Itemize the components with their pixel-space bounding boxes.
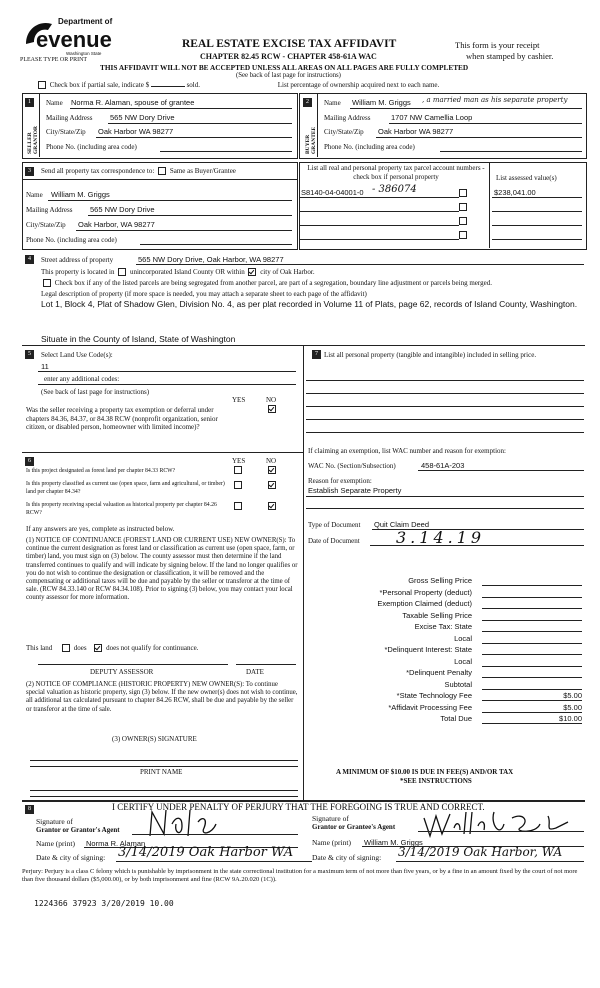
fee-label: Local: [454, 633, 472, 643]
fee-label: Excise Tax: State: [414, 622, 472, 631]
wac-label: WAC No. (Section/Subsection): [308, 462, 396, 470]
sec5-yes-header: YES: [232, 396, 246, 404]
seller-mailing[interactable]: 565 NW Dory Drive: [110, 113, 175, 122]
fee-row: [306, 576, 584, 588]
land-use-code[interactable]: 11: [41, 362, 49, 371]
personal-property-checkbox-1[interactable]: [459, 189, 467, 197]
doc-type[interactable]: Quit Claim Deed: [374, 520, 430, 529]
section-8-number: 8: [25, 805, 34, 814]
warning-text: THIS AFFIDAVIT WILL NOT BE ACCEPTED UNLESS ALL AREAS ON ALL PAGES ARE FULLY COMPLETED: [100, 63, 469, 72]
buyer-mailing-label: Mailing Address: [324, 114, 371, 122]
segregated-checkbox[interactable]: [43, 279, 51, 287]
does-not-label: does not qualify for continuance.: [106, 644, 199, 652]
fee-row: [306, 714, 584, 726]
certify-statement: I CERTIFY UNDER PENALTY OF PERJURY THAT THE FOREGOING IS TRUE AND CORRECT.: [112, 802, 485, 812]
grantee-name-label: Name (print): [312, 838, 351, 847]
fee-label: Taxable Selling Price: [402, 610, 472, 620]
continuance-notice: (1) NOTICE OF CONTINUANCE (FOREST LAND OR CURRENT USE) NEW OWNER(S): To continue the current designation as forest land or classification as current use (open space, farm, or timber) land, you must sign on (3) below. The county assessor must then determine if the land transferred continues to qualify and will indicate by signing below. If the land no longer qualifies or you do not wish to continue the designation or classification, it will be removed and the compensating or additional taxes will be due and payable by the seller or transferor at the time of sale. (RCW 84.33.140 or RCW 84.34.108). Prior to signing (3) below, you may contact your local county assessor for more information.: [26, 537, 298, 602]
fee-value[interactable]: [482, 588, 582, 598]
fee-row: [306, 622, 584, 634]
correspondence-label: Send all property tax correspondence to:: [41, 167, 155, 175]
fee-value[interactable]: $5.00: [482, 703, 582, 713]
fee-row: [306, 680, 584, 692]
buyer-side-label: BUYER GRANTEE: [305, 126, 317, 154]
city-checkbox[interactable]: [248, 268, 256, 276]
grantee-sig-label-2: Grantor or Grantee's Agent: [312, 823, 396, 831]
seller-mailing-label: Mailing Address: [46, 114, 93, 122]
situate-text[interactable]: Situate in the County of Island, State of Washington: [41, 334, 236, 344]
compliance-notice: (2) NOTICE OF COMPLIANCE (HISTORIC PROPERTY) NEW OWNER(S): To continue special valuation as historic property, sign (3) below. If the new owner(s) does not wish to continue, all additional tax calculated pursuant to chapter 84.26 RCW, shall be due and payable by the seller or transferor at the time of sale.: [26, 681, 298, 713]
fee-label: *Personal Property (deduct): [379, 587, 472, 597]
receipt-line-1: This form is your receipt: [455, 40, 540, 50]
instructions-note: (See back of last page for instructions): [236, 72, 341, 79]
buyer-name-label: Name: [324, 99, 341, 107]
ownership-note: List percentage of ownership acquired next to each name.: [277, 81, 440, 89]
dor-logo: [22, 14, 122, 58]
grantor-sig-label-1: Signature of: [36, 817, 73, 826]
q2-yes-checkbox[interactable]: [232, 481, 244, 489]
section-5-number: 5: [25, 350, 34, 359]
grantee-signature[interactable]: [420, 804, 580, 840]
buyer-phone-label: Phone No. (including area code): [324, 143, 415, 151]
print-name-label: PRINT NAME: [140, 768, 183, 776]
please-type: PLEASE TYPE OR PRINT: [20, 57, 88, 63]
q3-yes-checkbox[interactable]: [232, 502, 244, 510]
reason-label: Reason for exemption:: [308, 477, 372, 485]
corr-name-label: Name: [26, 191, 43, 199]
seller-city[interactable]: Oak Harbor WA 98277: [98, 127, 174, 136]
fee-value[interactable]: [482, 599, 582, 609]
deputy-date-label: DATE: [246, 668, 264, 676]
segregated-row: [41, 279, 492, 287]
fee-value[interactable]: [482, 611, 582, 621]
segregated-label: Check box if any of the listed parcels are being segregated from another parcel, are part of a segregation, boundary line adjustment or parcels being merged.: [54, 279, 492, 287]
additional-codes-label: enter any additional codes:: [44, 375, 120, 383]
revenue-logo-icon: [22, 14, 122, 58]
assessed-header: List assessed value(s): [496, 174, 557, 182]
buyer-city-label: City/State/Zip: [324, 128, 364, 136]
perjury-notice: Perjury: Perjury is a class C felony which is punishable by imprisonment in the state correctional institution for a maximum term of not more than five years, or by a fine in an amount fixed by the court of not more than five thousand dollars ($5,000.00), or by both imprisonment and fine (RCW 9A.20.020 (1C)).: [22, 868, 578, 883]
grantee-name[interactable]: William M. Griggs: [364, 838, 423, 847]
fee-value[interactable]: [482, 622, 582, 632]
partial-sale-checkbox[interactable]: [38, 81, 46, 89]
unincorporated-label: unincorporated Island County OR within: [129, 268, 245, 276]
q1-no-checkbox[interactable]: [266, 466, 278, 474]
partial-sale-row: [36, 81, 586, 89]
exemption-question: Was the seller receiving a property tax exemption or deferral under chapters 84.36, 84.37, or 84.38 RCW (nonprofit organization, senior citizen, or disabled person, homeowner with limited income)?: [26, 406, 218, 431]
fee-label: Subtotal: [444, 679, 472, 689]
does-label: does: [73, 644, 87, 652]
fee-value[interactable]: [482, 668, 582, 678]
section-1-number: 1: [25, 98, 34, 107]
fee-row: [306, 599, 584, 611]
correspondence-row: [41, 167, 236, 175]
fee-label: Exemption Claimed (deduct): [377, 599, 472, 608]
fee-value[interactable]: $10.00: [482, 714, 582, 724]
exemption-reason[interactable]: Establish Separate Property: [308, 486, 402, 495]
fee-label: *State Technology Fee: [396, 691, 472, 700]
doc-date-label: Date of Document: [308, 537, 360, 545]
same-as-buyer-label: Same as Buyer/Grantee: [169, 167, 236, 175]
sec6-no-header: NO: [266, 457, 277, 465]
buyer-city[interactable]: Oak Harbor WA 98277: [378, 127, 454, 136]
personal-property-checkbox-2[interactable]: [459, 203, 467, 211]
section-7-number: 7: [312, 350, 321, 359]
legal-label: Legal description of property (if more space is needed, you may attach a separate sheet to each page of the affidavit): [41, 290, 367, 298]
corr-phone-label: Phone No. (including area code): [26, 236, 117, 244]
seller-phone-label: Phone No. (including area code): [46, 143, 137, 151]
parcel-1-handwritten: - 386074: [372, 184, 417, 195]
section-2-number: 2: [303, 98, 312, 107]
qualify-row: [26, 644, 198, 652]
legal-description[interactable]: Lot 1, Block 4, Plat of Shadow Glen, Division No. 4, as per plat recorded in Volume 11 of Plats, page 62, records of Island County, Washington.: [41, 299, 578, 309]
sec5-no-header: NO: [266, 396, 277, 404]
corr-city-label: City/State/Zip: [26, 221, 66, 229]
fee-label: Local: [454, 656, 472, 666]
svg-text:Washington State: Washington State: [66, 51, 102, 56]
see-back-label: (See back of last page for instructions): [41, 388, 150, 396]
does-not-checkbox[interactable]: [94, 644, 102, 652]
fee-label: *Delinquent Penalty: [406, 668, 472, 677]
doc-date[interactable]: 3.14.19: [396, 528, 486, 547]
fee-label: *Affidavit Processing Fee: [388, 702, 472, 712]
grantor-sig-label-2: Grantor or Grantor's Agent: [36, 826, 120, 834]
fee-value[interactable]: [482, 634, 582, 644]
fees-table: [306, 576, 584, 726]
form-title: REAL ESTATE EXCISE TAX AFFIDAVIT: [182, 38, 397, 50]
section-4-number: 4: [25, 255, 34, 264]
svg-text:evenue: evenue: [36, 27, 112, 52]
fee-label: Gross Selling Price: [408, 576, 472, 585]
seller-name[interactable]: Norma R. Alaman, spouse of grantee: [71, 98, 195, 107]
located-row: [41, 268, 315, 276]
current-use-question: Is this property classified as current use (open space, farm and agricultural, or timber) land per chapter 84.34?: [26, 481, 225, 495]
corr-city[interactable]: Oak Harbor, WA 98277: [78, 220, 155, 229]
city-label: city of Oak Harbor.: [260, 268, 315, 276]
sec6-yes-header: YES: [232, 457, 246, 465]
grantee-sig-label-1: Signature of: [312, 814, 349, 823]
located-label: This property is located in: [41, 268, 115, 276]
personal-property-label: List all personal property (tangible and intangible) included in selling price.: [324, 351, 537, 359]
corr-mailing[interactable]: 565 NW Dory Drive: [90, 205, 155, 214]
exemption-label: If claiming an exemption, list WAC number and reason for exemption:: [308, 447, 506, 455]
fee-row: [306, 691, 584, 703]
seller-name-label: Name: [46, 99, 63, 107]
fee-row: [306, 645, 584, 657]
section-3-number: 3: [25, 167, 34, 176]
historical-question: Is this property receiving special valuation as historical property per chapter 84.26 RCW?: [26, 502, 217, 516]
q1-yes-checkbox[interactable]: [232, 466, 244, 474]
grantee-date-label: Date & city of signing:: [312, 853, 382, 862]
grantor-date-label: Date & city of signing:: [36, 853, 106, 862]
grantor-name-label: Name (print): [36, 839, 75, 848]
svg-text:Department of: Department of: [58, 17, 113, 26]
fee-row: [306, 668, 584, 680]
fee-value[interactable]: $5.00: [482, 691, 582, 701]
owner-signature-label: (3) OWNER(S) SIGNATURE: [112, 735, 197, 743]
fee-row: [306, 588, 584, 600]
minimum-notice: A MINIMUM OF $10.00 IS DUE IN FEE(S) AND/OR TAX: [336, 768, 514, 776]
grantee-signature-icon: [420, 804, 580, 840]
unincorporated-checkbox[interactable]: [118, 268, 126, 276]
personal-property-checkbox-4[interactable]: [459, 231, 467, 239]
q3-no-checkbox[interactable]: [266, 502, 278, 510]
receipt-line-2: when stamped by cashier.: [466, 51, 554, 61]
grantor-date[interactable]: 3/14/2019 Oak Harbor WA: [118, 845, 294, 860]
fee-label: Total Due: [440, 714, 472, 723]
grantor-name[interactable]: Norma R. Alaman: [86, 839, 146, 848]
doc-type-label: Type of Document: [308, 521, 361, 529]
section-6-number: 6: [25, 457, 34, 466]
buyer-mailing[interactable]: 1707 NW Camellia Loop: [391, 113, 473, 122]
form-subtitle: CHAPTER 82.45 RCW - CHAPTER 458-61A WAC: [200, 52, 377, 61]
does-checkbox[interactable]: [62, 644, 70, 652]
fee-row: [306, 657, 584, 669]
corr-mailing-label: Mailing Address: [26, 206, 73, 214]
buyer-name[interactable]: William M. Griggs: [352, 98, 411, 107]
sold-label: sold.: [186, 81, 200, 89]
assessed-value-1[interactable]: $238,041.00: [494, 188, 536, 197]
this-land-label: This land: [26, 644, 53, 652]
q2-no-checkbox[interactable]: [266, 481, 278, 489]
seller-side-label: SELLER GRANTOR: [27, 125, 39, 154]
see-instructions: *SEE INSTRUCTIONS: [400, 777, 472, 785]
seller-city-label: City/State/Zip: [46, 128, 86, 136]
buyer-name-handwritten: , a married man as his separate property: [422, 96, 568, 104]
street-address[interactable]: 565 NW Dory Drive, Oak Harbor, WA 98277: [138, 255, 284, 264]
wac-number[interactable]: 458-61A-203: [421, 461, 465, 470]
fee-row: [306, 634, 584, 646]
fee-value[interactable]: [482, 657, 582, 667]
if-yes-note: If any answers are yes, complete as instructed below.: [26, 525, 175, 533]
cashier-stamp: 1224366 37923 3/20/2019 10.00: [34, 899, 174, 908]
fee-value[interactable]: [482, 645, 582, 655]
street-label: Street address of property: [41, 256, 114, 264]
grantee-date[interactable]: 3/14/2019 Oak Harbor, WA: [398, 845, 563, 859]
fee-row: [306, 611, 584, 623]
sec5-no-checkbox[interactable]: [266, 405, 278, 413]
fee-value[interactable]: [482, 680, 582, 690]
forest-land-question: Is this project designated as forest land per chapter 84.33 RCW?: [26, 468, 176, 474]
land-use-label: Select Land Use Code(s):: [41, 351, 113, 359]
parcels-header: List all real and personal property tax parcel account numbers - check box if personal property: [307, 164, 485, 181]
parcel-1[interactable]: S8140-04-04001-0: [301, 188, 364, 197]
personal-property-checkbox-3[interactable]: [459, 217, 467, 225]
deputy-assessor-label: DEPUTY ASSESSOR: [90, 668, 154, 676]
fee-label: *Delinquent Interest: State: [384, 645, 472, 654]
partial-sale-label: Check box if partial sale, indicate $: [49, 81, 150, 89]
same-as-buyer-checkbox[interactable]: [158, 167, 166, 175]
corr-name[interactable]: William M. Griggs: [51, 190, 110, 199]
partial-sale-amount-field[interactable]: [151, 86, 185, 87]
fee-value[interactable]: [482, 576, 582, 586]
fee-row: [306, 703, 584, 715]
